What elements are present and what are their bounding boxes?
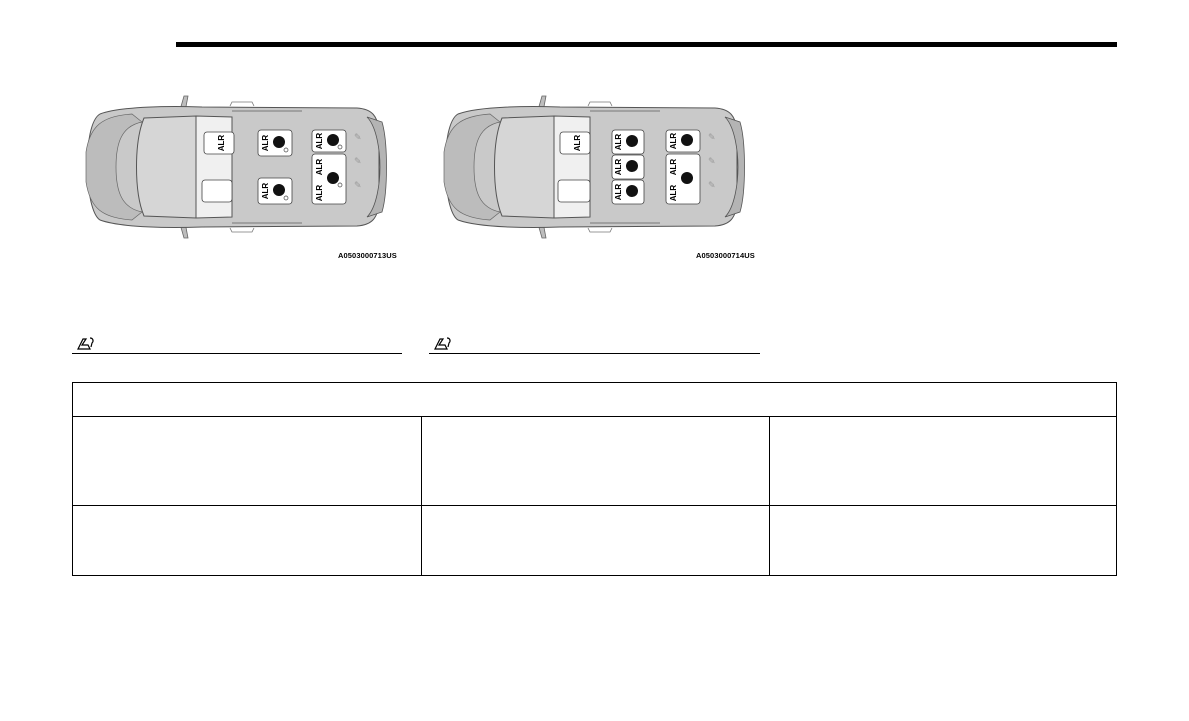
svg-text:ALR: ALR <box>669 184 678 202</box>
svg-text:ALR: ALR <box>315 184 324 202</box>
table-header <box>73 383 1116 416</box>
seat-2nd-row-right <box>258 178 292 204</box>
caption-left <box>72 334 402 354</box>
svg-text:ALR: ALR <box>315 158 324 176</box>
svg-text:ALR: ALR <box>217 134 226 152</box>
figure-code-left: A0503000713US <box>338 251 397 260</box>
seat-2nd-row-bench <box>612 130 644 204</box>
svg-text:ALR: ALR <box>315 132 324 150</box>
svg-text:ALR: ALR <box>614 158 623 176</box>
svg-text:ALR: ALR <box>573 134 582 152</box>
seat-3rd-row-bench <box>312 154 346 204</box>
seat-2nd-row-left <box>258 130 292 156</box>
child-seat-tether-icon <box>76 335 96 351</box>
svg-text:✎: ✎ <box>708 133 716 143</box>
svg-text:✎: ✎ <box>354 157 362 167</box>
caption-right <box>429 334 760 354</box>
svg-text:ALR: ALR <box>669 132 678 150</box>
svg-text:✎: ✎ <box>354 181 362 191</box>
svg-text:✎: ✎ <box>708 157 716 167</box>
table-cell <box>422 417 769 505</box>
top-rule <box>176 42 1117 47</box>
figure-code-right: A0503000714US <box>696 251 755 260</box>
svg-text:✎: ✎ <box>354 133 362 143</box>
seat-3rd-row-top <box>312 130 346 152</box>
svg-text:✎: ✎ <box>708 181 716 191</box>
svg-text:ALR: ALR <box>669 158 678 176</box>
svg-text:ALR: ALR <box>261 182 270 200</box>
table-cell <box>770 506 1116 576</box>
seat-3rd-row <box>666 130 700 204</box>
svg-text:ALR: ALR <box>261 134 270 152</box>
table-cell <box>422 506 769 576</box>
child-seat-tether-icon <box>433 335 453 351</box>
table-cell <box>770 417 1116 505</box>
vehicle-top-view-left <box>72 92 402 272</box>
vehicle-top-view-right <box>430 92 760 272</box>
vehicle-diagram-left <box>72 92 402 272</box>
table-cell <box>73 417 421 505</box>
info-table <box>72 382 1117 576</box>
table-cell <box>73 506 421 576</box>
svg-text:ALR: ALR <box>614 183 623 201</box>
vehicle-diagram-right <box>430 92 760 272</box>
svg-text:ALR: ALR <box>614 133 623 151</box>
